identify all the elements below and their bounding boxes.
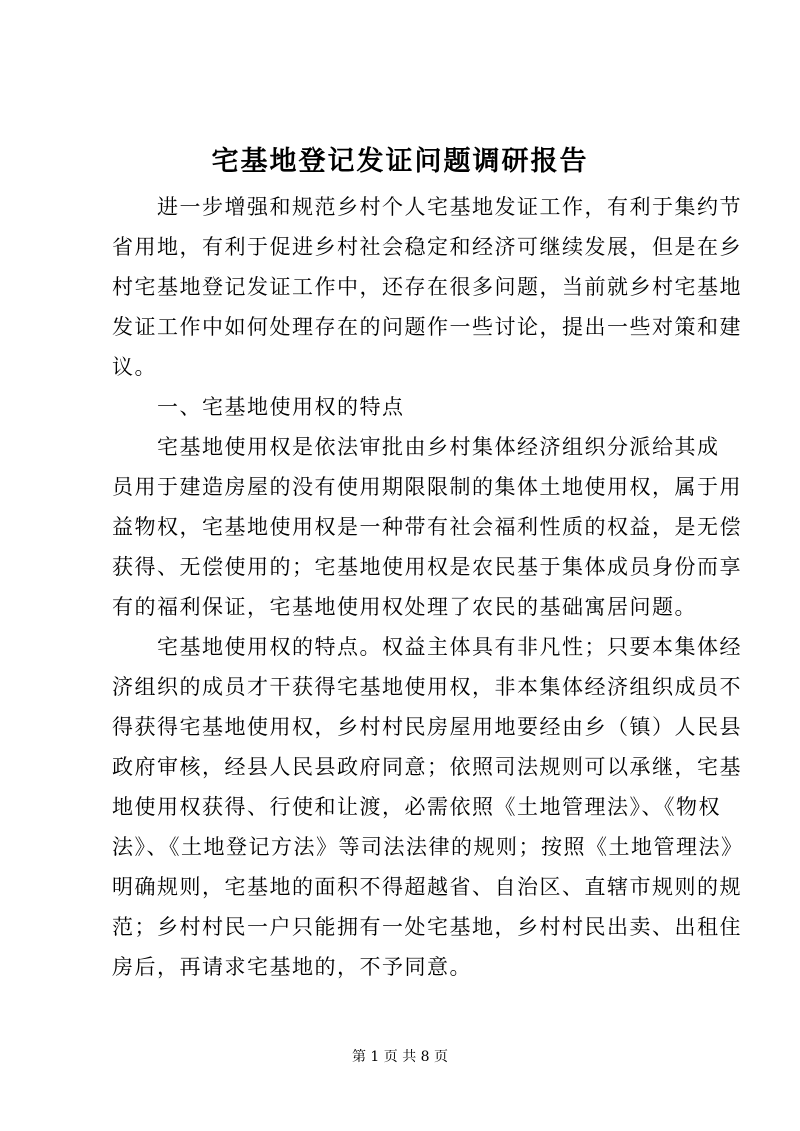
body-line: 宅基地使用权的特点。权益主体具有非凡性；只要本集体经 [112, 635, 742, 659]
document-title: 宅基地登记发证问题调研报告 [211, 146, 589, 177]
body-line: 员用于建造房屋的没有使用期限限制的集体土地使用权，属于用 [112, 475, 742, 499]
body-line: 范；乡村村民一户只能拥有一处宅基地，乡村村民出卖、出租住 [112, 915, 742, 939]
body-line: 地使用权获得、行使和让渡，必需依照《土地管理法》、《物权 [112, 795, 721, 819]
body-line: 议。 [112, 355, 157, 379]
body-line: 宅基地使用权是依法审批由乡村集体经济组织分派给其成 [112, 435, 720, 459]
section-heading: 一、宅基地使用权的特点 [112, 395, 405, 419]
body-line: 发证工作中如何处理存在的问题作一些讨论，提出一些对策和建 [112, 315, 742, 339]
body-line: 得获得宅基地使用权，乡村村民房屋用地要经由乡（镇）人民县 [112, 715, 742, 739]
body-line: 明确规则，宅基地的面积不得超越省、自治区、直辖市规则的规 [112, 875, 742, 899]
body-line: 法》、《土地登记方法》等司法法律的规则；按照《土地管理法》 [112, 835, 744, 859]
body-line: 济组织的成员才干获得宅基地使用权，非本集体经济组织成员不 [112, 675, 742, 699]
body-line: 进一步增强和规范乡村个人宅基地发证工作，有利于集约节 [112, 195, 742, 219]
body-line: 获得、无偿使用的；宅基地使用权是农民基于集体成员身份而享 [112, 555, 742, 579]
body-line: 益物权，宅基地使用权是一种带有社会福利性质的权益，是无偿 [112, 515, 742, 539]
body-line: 省用地，有利于促进乡村社会稳定和经济可继续发展，但是在乡 [112, 235, 742, 259]
page-number: 第 1 页 共 8 页 [351, 1049, 449, 1065]
body-line: 有的福利保证，宅基地使用权处理了农民的基础寓居问题。 [112, 595, 697, 619]
body-line: 房后，再请求宅基地的，不予同意。 [112, 955, 472, 979]
body-line: 村宅基地登记发证工作中，还存在很多问题，当前就乡村宅基地 [112, 275, 742, 299]
body-line: 政府审核，经县人民县政府同意；依照司法规则可以承继，宅基 [112, 755, 742, 779]
